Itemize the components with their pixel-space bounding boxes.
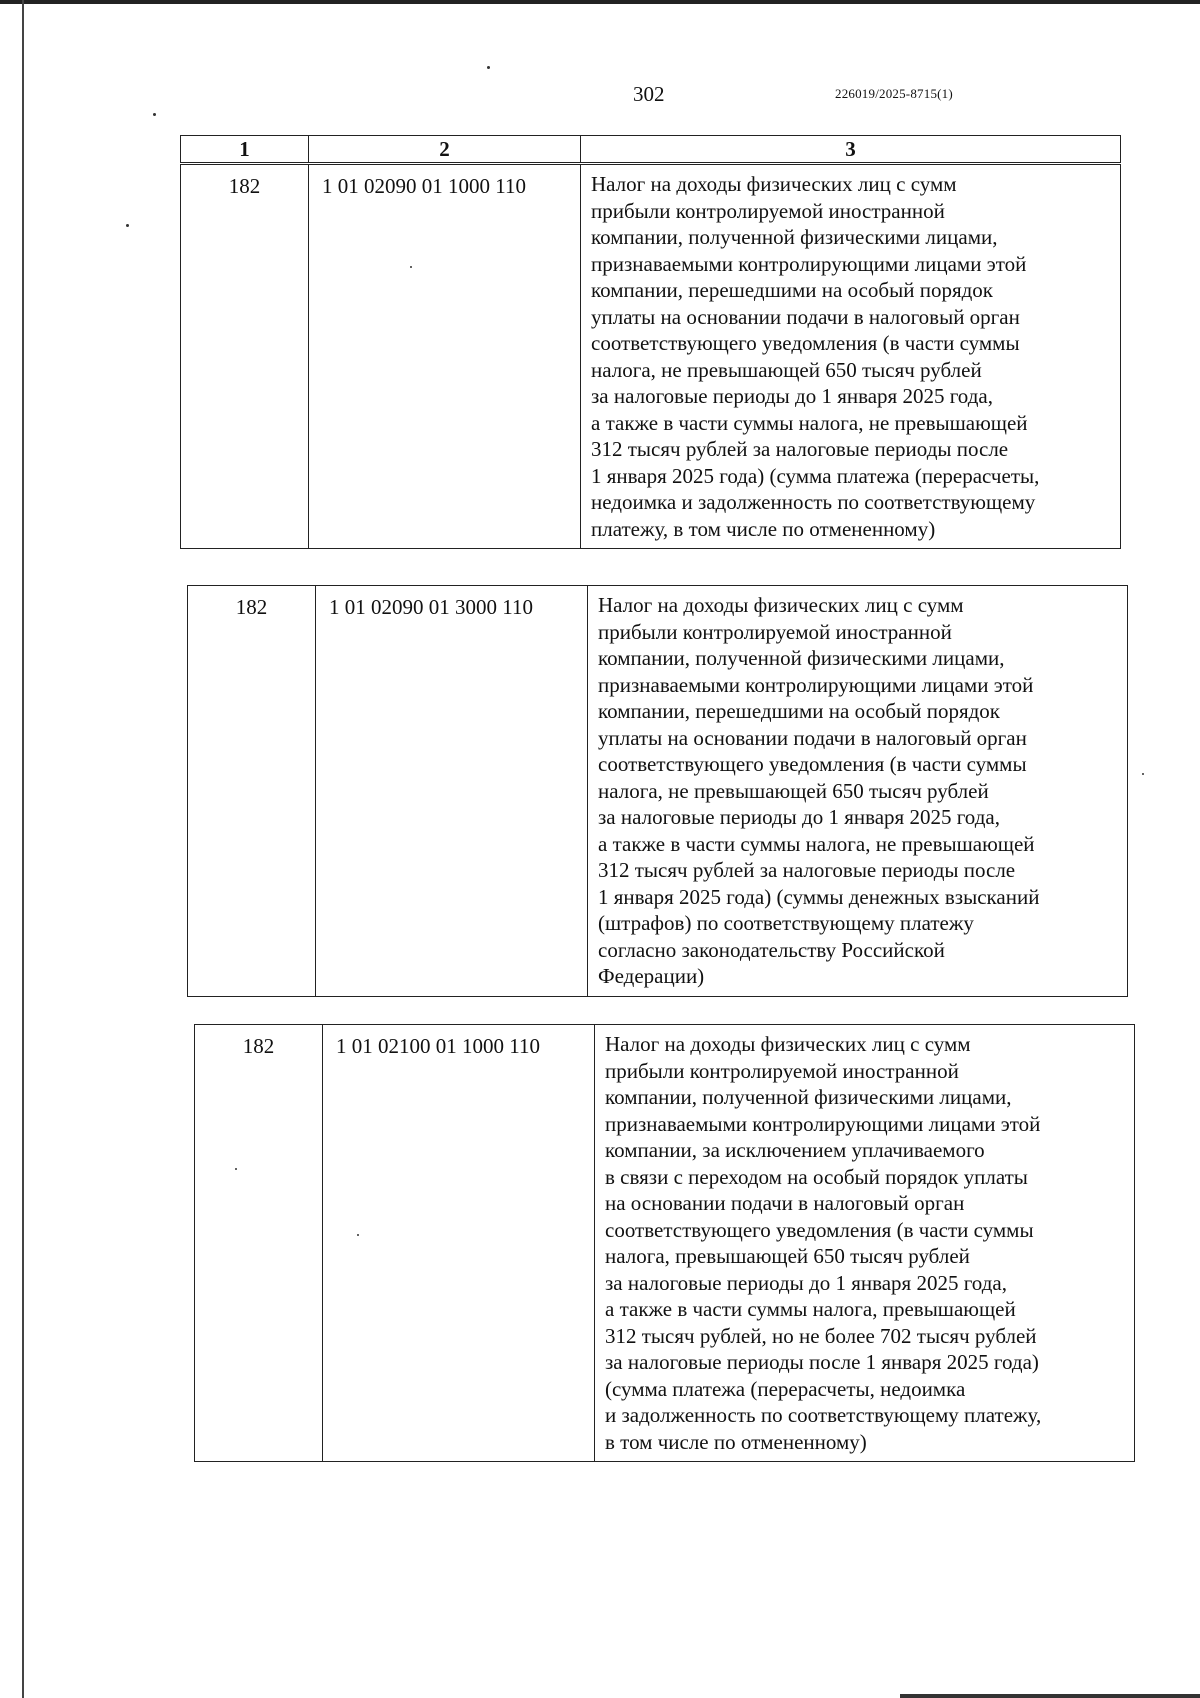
table-row bbox=[180, 164, 1121, 549]
description-line: 312 тысяч рублей за налоговые периоды после bbox=[598, 858, 1016, 882]
kbk-code-cell: 1 01 02090 01 3000 110 bbox=[316, 586, 588, 997]
admin-code-cell: 182 bbox=[181, 165, 309, 549]
scan-speck bbox=[1142, 773, 1144, 775]
description-line: компании, перешедшими на особый порядок bbox=[598, 699, 1000, 723]
description-line: (штрафов) по соответствующему платежу bbox=[598, 911, 974, 935]
kbk-code-cell: 1 01 02090 01 1000 110 bbox=[309, 165, 581, 549]
description-line: недоимка и задолженность по соответствующему bbox=[591, 490, 1036, 514]
table-row bbox=[194, 1024, 1135, 1462]
description-line: компании, полученной физическими лицами, bbox=[591, 225, 998, 249]
description-line: а также в части суммы налога, превышающей bbox=[605, 1297, 1016, 1321]
description-line: соответствующего уведомления (в части суммы bbox=[605, 1217, 1034, 1242]
document-id: 226019/2025-8715(1) bbox=[835, 86, 953, 101]
page-number: 302 bbox=[633, 82, 665, 106]
scan-left-edge bbox=[22, 0, 24, 1698]
description-line: соответствующего уведомления (в части суммы bbox=[598, 752, 1027, 776]
description-line: налога, превышающей 650 тысяч рублей bbox=[605, 1244, 970, 1268]
description-line: в том числе по отмененному) bbox=[605, 1429, 867, 1454]
description-line: Налог на доходы физических лиц с сумм bbox=[591, 172, 957, 196]
description-line: 312 тысяч рублей, но не более 702 тысяч рублей bbox=[605, 1323, 1037, 1348]
scan-speck bbox=[126, 224, 129, 227]
admin-code-cell: 182 bbox=[188, 586, 316, 997]
description-line: Налог на доходы физических лиц с сумм bbox=[598, 593, 964, 617]
scan-speck bbox=[487, 66, 490, 69]
table-row bbox=[187, 585, 1128, 997]
description-line: компании, полученной физическими лицами, bbox=[598, 646, 1005, 670]
description-line: платежу, в том числе по отмененному) bbox=[591, 516, 936, 541]
column-header-2: 2 bbox=[309, 136, 581, 163]
description-line: за налоговые периоды до 1 января 2025 года, bbox=[605, 1270, 1007, 1295]
description-line: Налог на доходы физических лиц с сумм bbox=[605, 1032, 971, 1056]
description-line: признаваемыми контролирующими лицами этой bbox=[591, 251, 1027, 276]
kbk-code-cell: 1 01 02100 01 1000 110 bbox=[323, 1025, 595, 1462]
description-line: соответствующего уведомления (в части суммы bbox=[591, 331, 1020, 355]
description-line: 312 тысяч рублей за налоговые периоды после bbox=[591, 437, 1009, 461]
description-line: налога, не превышающей 650 тысяч рублей bbox=[591, 357, 982, 382]
description-line: уплаты на основании подачи в налоговый орган bbox=[591, 304, 1020, 329]
scan-speck bbox=[153, 113, 156, 116]
admin-code-cell: 182 bbox=[195, 1025, 323, 1462]
description-line: на основании подачи в налоговый орган bbox=[605, 1191, 965, 1215]
description-line: прибыли контролируемой иностранной bbox=[605, 1058, 959, 1083]
column-header-1: 1 bbox=[181, 136, 309, 163]
description-line: налога, не превышающей 650 тысяч рублей bbox=[598, 778, 989, 803]
description-line: а также в части суммы налога, не превышающей bbox=[598, 831, 1035, 856]
description-line: признаваемыми контролирующими лицами этой bbox=[598, 672, 1034, 697]
description-line: за налоговые периоды до 1 января 2025 года, bbox=[598, 805, 1000, 829]
description-line: в связи с переходом на особый порядок уплаты bbox=[605, 1164, 1028, 1189]
description-line: (сумма платежа (перерасчеты, недоимка bbox=[605, 1376, 966, 1401]
description-line: признаваемыми контролирующими лицами этой bbox=[605, 1111, 1041, 1136]
description-line: Федерации) bbox=[598, 964, 705, 988]
description-line: за налоговые периоды до 1 января 2025 года, bbox=[591, 384, 993, 408]
description-line: компании, полученной физическими лицами, bbox=[605, 1085, 1012, 1109]
description-line: 1 января 2025 года) (сумма платежа (перерасчеты, bbox=[591, 463, 1040, 488]
scan-top-edge bbox=[0, 0, 1200, 4]
description-line: и задолженность по соответствующему платежу, bbox=[605, 1403, 1042, 1427]
column-header-3: 3 bbox=[581, 136, 1121, 163]
description-cell bbox=[588, 586, 1128, 997]
description-line: за налоговые периоды после 1 января 2025 года) bbox=[605, 1350, 1039, 1374]
table-header bbox=[180, 135, 1121, 163]
description-line: уплаты на основании подачи в налоговый орган bbox=[598, 725, 1027, 750]
description-cell bbox=[595, 1025, 1135, 1462]
description-line: согласно законодательству Российской bbox=[598, 937, 945, 962]
description-cell bbox=[581, 165, 1121, 549]
description-line: компании, за исключением уплачиваемого bbox=[605, 1138, 985, 1162]
description-line: 1 января 2025 года) (суммы денежных взысканий bbox=[598, 884, 1040, 909]
description-line: прибыли контролируемой иностранной bbox=[591, 198, 945, 223]
description-line: компании, перешедшими на особый порядок bbox=[591, 278, 993, 302]
description-line: прибыли контролируемой иностранной bbox=[598, 619, 952, 644]
description-line: а также в части суммы налога, не превышающей bbox=[591, 410, 1028, 435]
scan-bottom-edge bbox=[900, 1694, 1200, 1698]
